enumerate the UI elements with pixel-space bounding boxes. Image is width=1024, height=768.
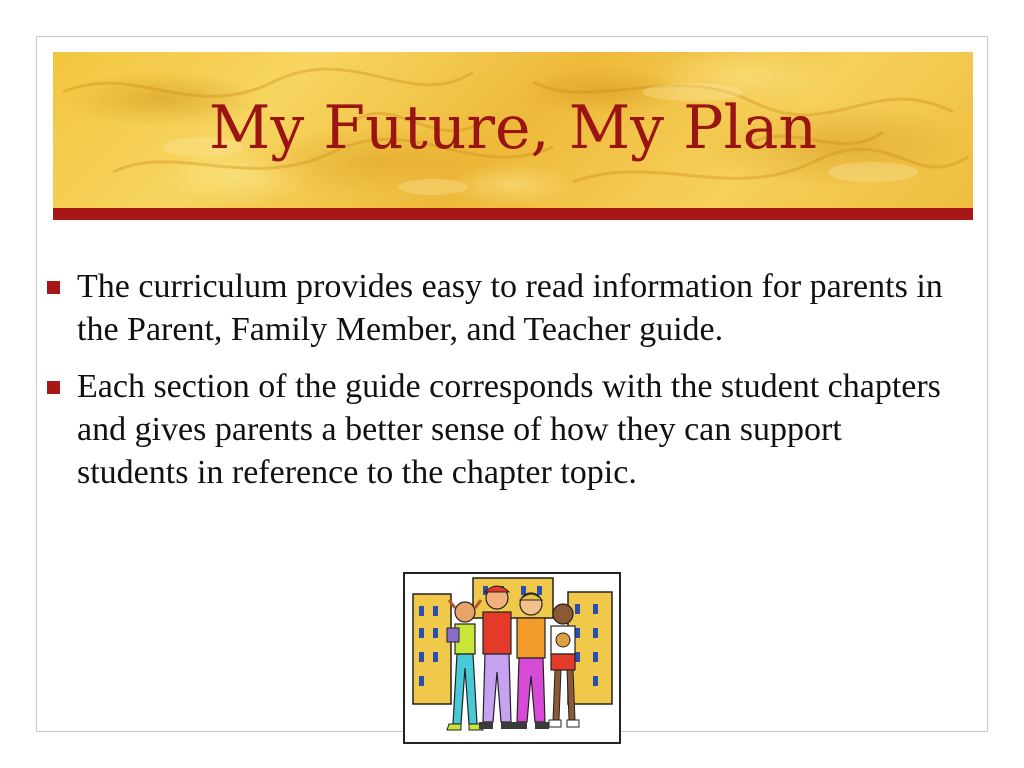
bullet-item [47, 265, 947, 351]
bullet-list [47, 265, 947, 508]
title-divider [53, 208, 973, 220]
students-clipart [403, 572, 621, 744]
bullet-item [47, 365, 947, 494]
slide-title: My Future, My Plan [208, 93, 818, 163]
bullet-text: The curriculum provides easy to read information for parents in the Parent, Family Member, and Teacher guide. [77, 268, 943, 348]
slide [36, 36, 988, 732]
square-bullet-icon [47, 381, 60, 394]
square-bullet-icon [47, 281, 60, 294]
bullet-text: Each section of the guide corresponds with the student chapters and gives parents a better sense of how they can support students in reference to the chapter topic. [77, 368, 941, 491]
title-band [53, 52, 973, 208]
